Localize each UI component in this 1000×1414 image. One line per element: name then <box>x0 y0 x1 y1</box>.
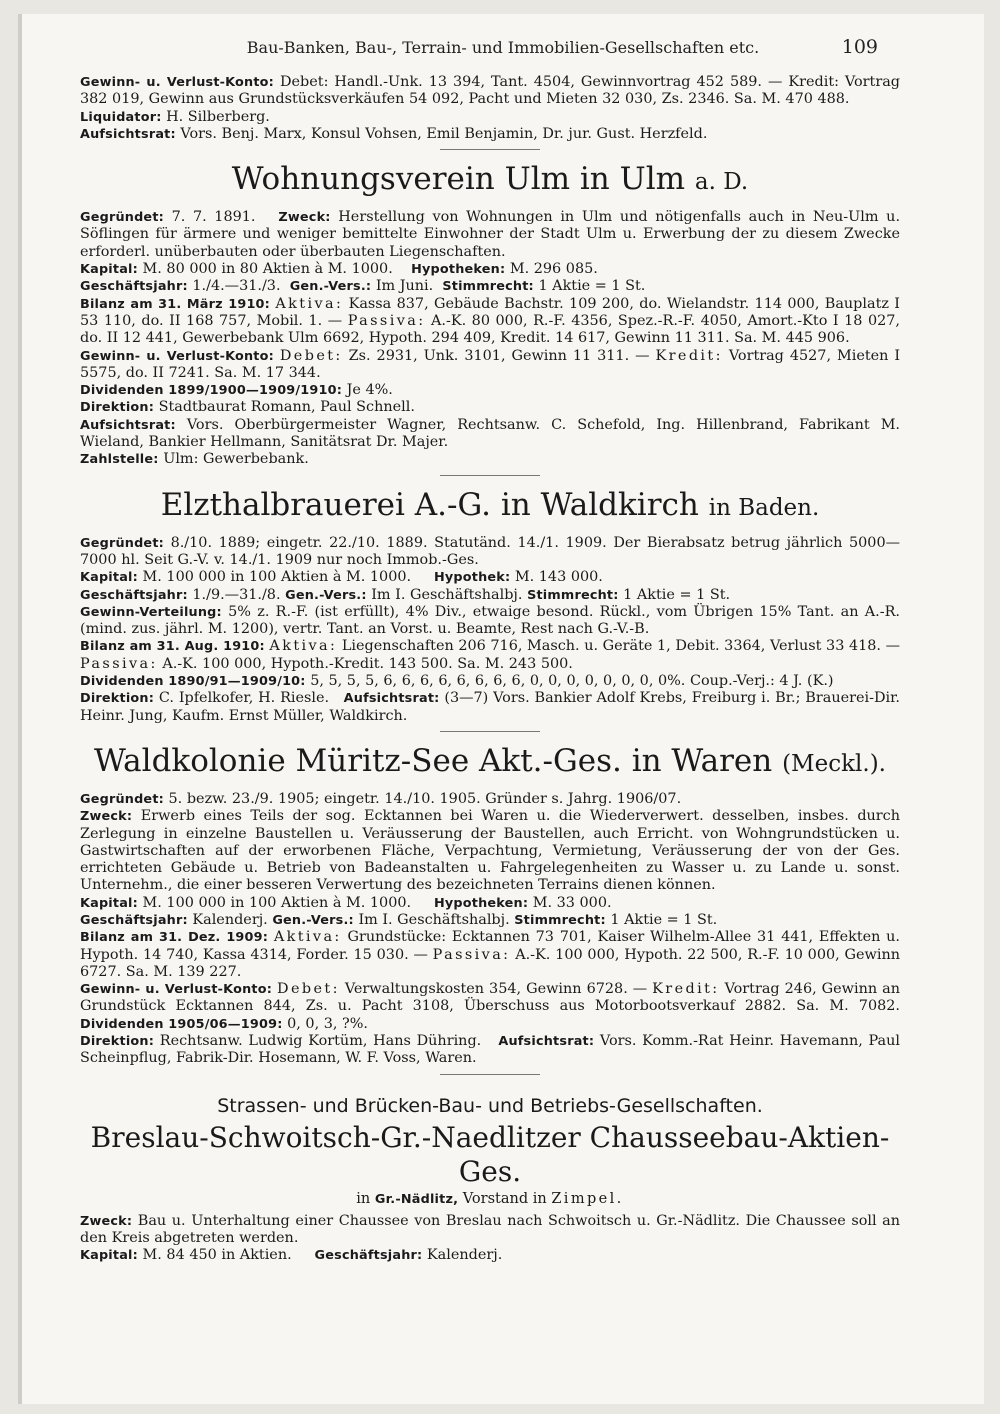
field-text: M. 80 000 in 80 Aktien à M. 1000. <box>142 261 393 278</box>
field-text: a. D. <box>694 169 749 196</box>
field-text: Kalenderj. <box>426 1247 503 1264</box>
company-title: Breslau-Schwoitsch-Gr.-Naedlitzer Chausseebau-Aktien-Ges. <box>90 1120 890 1188</box>
section-heading: Strassen- und Brücken-Bau- und Betriebs-Gesellschaften. <box>217 1094 763 1117</box>
field-label: Gewinn- u. Verlust-Konto: <box>80 348 274 364</box>
paragraph <box>80 1033 900 1068</box>
field-label: Gen.-Vers.: <box>289 279 372 295</box>
paragraph <box>80 535 900 570</box>
field-text: Im I. Geschäftshalbj. <box>358 911 510 928</box>
field-text: in Baden. <box>708 494 820 521</box>
paragraph <box>80 673 900 690</box>
field-label: Gen.-Vers.: <box>285 587 367 603</box>
field-label: Kapital: <box>80 1248 138 1264</box>
field-text: Debet: <box>277 981 340 998</box>
field-text: A.-K. 100 000, Hypoth.-Kredit. 143 500. Sa. M. 243 500. <box>162 655 573 672</box>
field-text: C. Ipfelkofer, H. Riesle. <box>158 690 330 707</box>
paragraph <box>80 929 900 981</box>
field-text: Passiva: <box>80 655 158 672</box>
field-text: Im I. Geschäftshalbj. <box>371 586 523 603</box>
field-label: Direktion: <box>80 1034 155 1050</box>
paragraph <box>80 912 900 929</box>
field-label: Stimmrecht: <box>514 912 606 928</box>
paragraph <box>80 278 900 295</box>
field-label: Geschäftsjahr: <box>80 912 188 928</box>
field-text: Im Juni. <box>375 278 434 295</box>
content-column <box>80 74 900 1265</box>
field-label: Zahlstelle: <box>80 452 159 468</box>
header-title: Bau-Banken, Bau-, Terrain- und Immobilien-Gesellschaften etc. <box>246 38 760 57</box>
field-text: Vors. Oberbürgermeister Wagner, Rechtsanw. C. Schefold, Ing. Hillenbrand, Fabrikant M. Wieland, Bankier Hellmann, Sanitätsrat Dr. Majer. <box>80 416 901 451</box>
field-label: Geschäftsjahr: <box>80 279 188 295</box>
field-label: Stimmrecht: <box>442 279 534 295</box>
field-text: Herstellung von Wohnungen in Ulm und nötigenfalls auch in Neu-Ulm u. Söflingen für ärmere und weniger bemittelte Einwohner der Stadt Ulm u. Erwerbung der zu diesem Zwecke erforderl. unüberbauten oder überbauten Liegenschaften. <box>80 209 901 260</box>
company-title <box>80 488 900 525</box>
field-label: Dividenden 1905/06—1909: <box>80 1016 283 1032</box>
running-header <box>22 38 984 57</box>
field-text: M. 296 085. <box>509 261 598 278</box>
field-text: 5% z. R.-F. (ist erfüllt), 4% Div., etwaige besond. Rückl., vom Übrigen 15% Tant. an A.-R. (mind. zus. jährl. M. 1200), vertr. Tant. an Vorst. u. Beamte, Rest nach G.-V.-B. <box>80 603 900 638</box>
field-label: Gewinn- u. Verlust-Konto: <box>80 982 273 998</box>
field-text: Aktiva: <box>275 295 344 312</box>
field-label: Zweck: <box>80 809 133 825</box>
paragraph <box>80 261 900 278</box>
field-text: Kalenderj. <box>192 911 268 928</box>
field-label: Liquidator: <box>80 109 162 125</box>
entry-elzthalbrauerei <box>80 488 900 725</box>
field-text: 7. 7. 1891. <box>171 209 256 226</box>
field-text: 1 Aktie = 1 St. <box>610 911 718 928</box>
continuation-entry <box>80 74 900 143</box>
field-text: Vors. Komm.-Rat Heinr. Havemann, Paul Scheinpflug, Fabrik-Dir. Hosemann, W. F. Voss, Waren. <box>80 1033 900 1067</box>
field-label: Zweck: <box>80 1213 133 1229</box>
field-label: Gewinn-Verteilung: <box>80 604 222 620</box>
field-text: 0, 0, 3, ?%. <box>287 1015 368 1032</box>
field-text: Aktiva: <box>273 929 342 946</box>
field-label: Direktion: <box>80 691 155 707</box>
paragraph <box>80 417 900 452</box>
paragraph <box>80 109 900 126</box>
entry-wohnungsverein-ulm <box>80 162 900 468</box>
field-label: Kapital: <box>80 262 138 278</box>
field-text: Vortrag 246, Gewinn an Grundstück Ecktannen 844, Zs. u. Pacht 3108, Überschuss aus Motorbootsverkauf 2882. Sa. M. 7082. <box>80 981 900 1015</box>
paragraph <box>80 604 900 639</box>
field-label: Aufsichtsrat: <box>80 126 176 142</box>
field-text: Liegenschaften 206 716, Masch. u. Geräte 1, Debit. 3364, Verlust 33 418. — <box>341 638 900 655</box>
paragraph <box>80 791 900 808</box>
field-text: H. Silberberg. <box>166 108 270 125</box>
field-label: Gr.-Nädlitz, <box>374 1191 459 1207</box>
separator <box>440 149 540 150</box>
field-text: in <box>356 1190 371 1207</box>
field-text: 5, 5, 5, 5, 6, 6, 6, 6, 6, 6, 6, 6, 0, 0, 0, 0, 0, 0, 0, 0%. Coup.-Verj.: 4 J. (K.) <box>310 673 834 690</box>
field-label: Bilanz am 31. Aug. 1910: <box>80 639 265 655</box>
field-text: Je 4%. <box>346 382 393 399</box>
separator <box>440 731 540 732</box>
paragraph <box>80 895 900 912</box>
paragraph <box>80 1247 900 1264</box>
separator <box>440 1074 540 1075</box>
field-label: Direktion: <box>80 400 155 416</box>
field-label: Hypotheken: <box>411 262 506 278</box>
paragraph <box>80 981 900 1033</box>
paragraph <box>80 382 900 399</box>
field-label: Gen.-Vers.: <box>272 912 354 928</box>
field-text: 1 Aktie = 1 St. <box>538 278 646 295</box>
field-text: M. 100 000 in 100 Aktien à M. 1000. <box>142 569 412 586</box>
field-text: Waldkolonie Müritz-See Akt.-Ges. in Waren <box>94 742 773 779</box>
field-text: Zs. 2931, Unk. 3101, Gewinn 11 311. — <box>348 347 650 364</box>
field-text: Kredit: <box>652 981 720 998</box>
field-text: 8./10. 1889; eingetr. 22./10. 1889. Statutänd. 14./1. 1909. Der Bierabsatz betrug jährlich 5000—7000 hl. Seit G.-V. v. 14./1. 1909 nur noch Immob.-Ges. <box>80 534 901 568</box>
field-text: Vortrag 4527, Mieten I 5575, do. II 7241. Sa. M. 17 344. <box>80 347 901 381</box>
field-label: Stimmrecht: <box>527 587 619 603</box>
field-label: Geschäftsjahr: <box>314 1248 423 1264</box>
field-text: Debet: <box>279 347 343 364</box>
field-text: Kassa 837, Gebäude Bachstr. 109 200, do. Wielandstr. 114 000, Bauplatz I 53 110, do. II 168 757, Mobil. 1. — <box>80 295 900 329</box>
field-text: Ulm: Gewerbebank. <box>163 451 309 468</box>
entry-breslau-chausseebau <box>80 1121 900 1265</box>
field-text: Stadtbaurat Romann, Paul Schnell. <box>158 399 415 416</box>
field-label: Gewinn- u. Verlust-Konto: <box>80 75 274 90</box>
paragraph <box>80 587 900 604</box>
field-text: M. 33 000. <box>532 894 612 911</box>
paragraph <box>80 808 900 894</box>
field-text: 1 Aktie = 1 St. <box>623 586 731 603</box>
field-text: M. 143 000. <box>514 569 603 586</box>
field-label: Hypothek: <box>433 570 511 586</box>
field-label: Gegründet: <box>80 535 164 551</box>
field-label: Gegründet: <box>80 210 164 226</box>
field-label: Bilanz am 31. März 1910: <box>80 296 270 312</box>
field-label: Kapital: <box>80 570 138 586</box>
field-label: Bilanz am 31. Dez. 1909: <box>80 930 269 946</box>
field-label: Aufsichtsrat: <box>498 1034 595 1050</box>
field-label: Aufsichtsrat: <box>80 417 176 433</box>
paragraph <box>80 1213 900 1248</box>
field-text: M. 100 000 in 100 Aktien à M. 1000. <box>142 894 412 911</box>
paragraph <box>80 690 900 725</box>
paragraph <box>80 399 900 416</box>
field-text: Aktiva: <box>269 638 338 655</box>
field-label: Aufsichtsrat: <box>343 691 440 707</box>
field-text: (Meckl.). <box>782 750 886 777</box>
paragraph <box>80 569 900 586</box>
field-label: Zweck: <box>278 210 331 226</box>
field-text: Verwaltungskosten 354, Gewinn 6728. — <box>344 981 648 998</box>
field-label: Dividenden 1890/91—1909/10: <box>80 674 306 690</box>
entry-waldkolonie <box>80 744 900 1068</box>
field-label: Gegründet: <box>80 791 164 807</box>
company-title <box>80 744 900 781</box>
paragraph <box>80 126 900 143</box>
separator <box>440 475 540 476</box>
field-text: M. 84 450 in Aktien. <box>142 1247 292 1264</box>
company-title <box>80 162 900 199</box>
field-text: 1./9.—31./8. <box>192 586 281 603</box>
field-text: Rechtsanw. Ludwig Kortüm, Hans Dühring. <box>159 1033 482 1050</box>
paragraph <box>80 348 900 383</box>
field-text: A.-K. 80 000, R.-F. 4356, Spez.-R.-F. 4050, Amort.-Kto I 18 027, do. II 12 441, Gewerbebank Ulm 6692, Hypoth. 294 409, Kredit. 14 617, Gewinn 11 311. Sa. M. 445 906. <box>80 312 900 347</box>
field-label: Kapital: <box>80 895 138 911</box>
field-label: Geschäftsjahr: <box>80 587 188 603</box>
field-text: Passiva: <box>432 946 511 963</box>
paragraph <box>80 296 900 348</box>
field-text: Kredit: <box>655 347 723 364</box>
field-text: Zimpel. <box>551 1190 624 1207</box>
field-text: A.-K. 100 000, Hypoth. 22 500, R.-F. 10 000, Gewinn 6727. Sa. M. 139 227. <box>80 946 900 980</box>
field-text: 1./4.—31./3. <box>192 278 281 295</box>
field-text: Vors. Benj. Marx, Konsul Vohsen, Emil Benjamin, Dr. jur. Gust. Herzfeld. <box>180 125 708 142</box>
company-subtitle <box>80 1191 900 1207</box>
field-text: (3—7) Vors. Bankier Adolf Krebs, Freiburg i. Br.; Brauerei-Dir. Heinr. Jung, Kaufm. Ernst Müller, Waldkirch. <box>80 690 900 724</box>
field-text: Vorstand in <box>462 1190 547 1207</box>
field-text: Erwerb eines Teils der sog. Ecktannen bei Waren u. die Wiederverwert. desselben, insbes. durch Zerlegung in einzelne Baustellen u. Veräusserung der Baustellen, auch Erricht. von Wohngrundstücken u. Gastwirtschaften auf der erworbenen Fläche, Verpachtung, Vermietung, Veräusserung der von der Ges. errichteten Gebäude u. Betrieb von Badeanstalten u. Fahrgelegenheiten zu Wasser u. zu Lande u. sonst. Unternehm., die einer besseren Verwertung des bezeichneten Terrains dienen können. <box>80 808 901 894</box>
paragraph <box>80 74 900 109</box>
field-text: Grundstücke: Ecktannen 73 701, Kaiser Wilhelm-Allee 31 441, Effekten u. Hypoth. 14 740, Kassa 4314, Forder. 15 030. — <box>80 929 901 963</box>
field-text: Wohnungsverein Ulm in Ulm <box>231 161 686 198</box>
field-text: Passiva: <box>347 312 426 329</box>
paragraph <box>80 451 900 468</box>
paragraph <box>80 209 900 261</box>
page <box>18 14 984 1404</box>
paragraph <box>80 638 900 673</box>
field-text: Debet: Handl.-Unk. 13 394, Tant. 4504, Gewinnvortrag 452 589. — Kredit: Vortrag 382 019, Gewinn aus Grundstücksverkäufen 54 092, Pacht und Mieten 32 030, Zs. 2346. Sa. M. 470 488. <box>80 74 901 108</box>
page-number: 109 <box>841 36 878 58</box>
field-text: Bau u. Unterhaltung einer Chaussee von Breslau nach Schwoitsch u. Gr.-Nädlitz. Die Chaussee soll an den Kreis abgetreten werden. <box>80 1212 900 1246</box>
field-text: Elzthalbrauerei A.-G. in Waldkirch <box>160 486 699 523</box>
field-label: Hypotheken: <box>433 895 529 911</box>
field-label: Dividenden 1899/1900—1909/1910: <box>80 383 343 399</box>
field-text: 5. bezw. 23./9. 1905; eingetr. 14./10. 1905. Gründer s. Jahrg. 1906/07. <box>168 790 682 807</box>
